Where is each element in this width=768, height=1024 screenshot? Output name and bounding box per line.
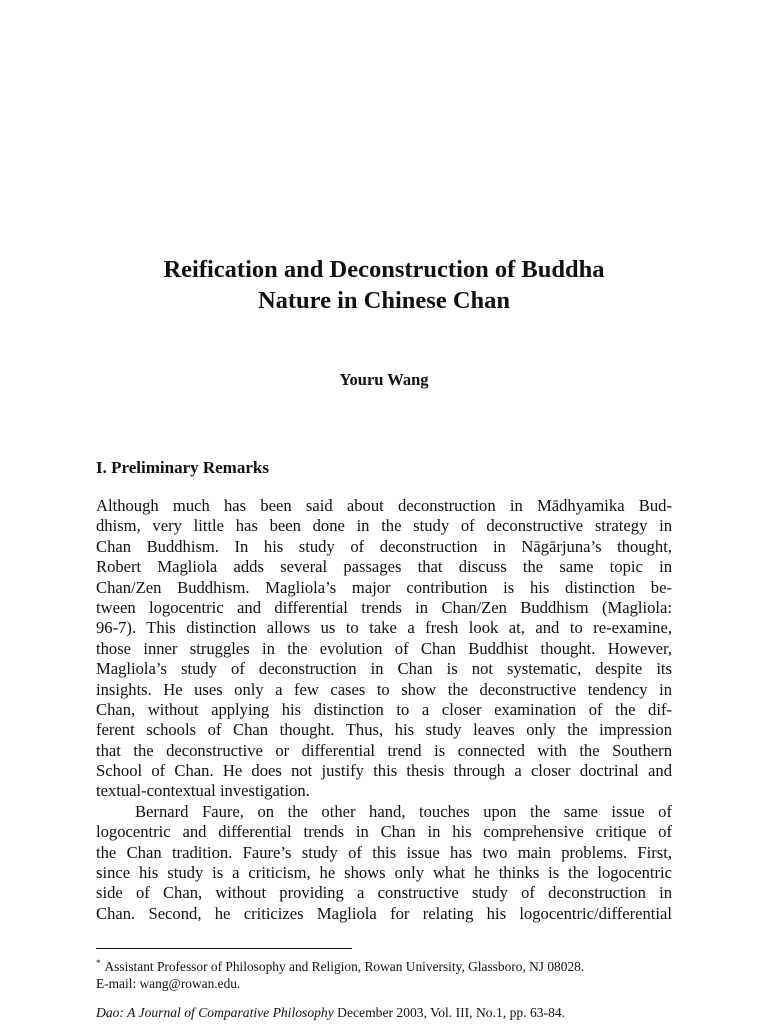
body-line: Chan/Zen Buddhism. Magliola’s major contribution is his distinction be-: [96, 577, 672, 597]
body-line: Chan Buddhism. In his study of deconstruction in Nāgārjuna’s thought,: [96, 536, 672, 556]
body-line: that the deconstructive or differential trend is connected with the Southern: [96, 740, 672, 760]
body-line: Chan, without applying his distinction to a closer examination of the dif-: [96, 699, 672, 719]
body-line: Chan. Second, he criticizes Magliola for relating his logocentric/differential: [96, 903, 672, 923]
article-title-line-2: Nature in Chinese Chan: [257, 287, 511, 314]
body-line: Bernard Faure, on the other hand, touches upon the same issue of: [135, 801, 672, 821]
body-line: ferent schools of Chan thought. Thus, his study leaves only the impression: [96, 720, 672, 740]
section-heading: I. Preliminary Remarks: [96, 458, 269, 477]
body-line: the Chan tradition. Faure’s study of this issue has two main problems. First,: [96, 842, 672, 862]
body-line: Robert Magliola adds several passages that discuss the same topic in: [96, 557, 672, 577]
body-line: side of Chan, without providing a constructive study of deconstruction in: [96, 883, 672, 903]
body-line: 96-7). This distinction allows us to take a fresh look at, and to re-examine,: [96, 618, 672, 638]
journal-name: Dao: A Journal of Comparative Philosophy: [96, 1005, 334, 1020]
footnote-email: E-mail: wang@rowan.edu.: [96, 976, 241, 991]
footnote: [96, 958, 672, 992]
body-line: Magliola’s study of deconstruction in Chan is not systematic, despite its: [96, 659, 672, 679]
body-line: those inner struggles in the evolution of Chan Buddhist thought. However,: [96, 638, 672, 658]
footnote-affiliation: Assistant Professor of Philosophy and Religion, Rowan University, Glassboro, NJ 08028.: [104, 959, 585, 974]
footnote-mark: *: [96, 957, 101, 968]
body-line: dhism, very little has been done in the study of deconstructive strategy in: [96, 516, 672, 536]
body-line: School of Chan. He does not justify this thesis through a closer doctrinal and: [96, 761, 672, 781]
body-line: since his study is a criticism, he shows only what he thinks is the logocentric: [96, 863, 672, 883]
journal-details: December 2003, Vol. III, No.1, pp. 63-84.: [333, 1005, 566, 1020]
body-line: Although much has been said about deconstruction in Mādhyamika Bud-: [96, 496, 672, 515]
body-line: textual-contextual investigation.: [96, 781, 310, 801]
footnote-line: [96, 958, 672, 975]
author-name: Youru Wang: [339, 370, 429, 389]
article-title: [60, 254, 708, 316]
body-line: tween logocentric and differential trends in Chan/Zen Buddhism (Magliola:: [96, 597, 672, 617]
body-line: logocentric and differential trends in Chan in his comprehensive critique of: [96, 822, 672, 842]
body-text: [96, 496, 672, 924]
footnote-divider: [96, 948, 352, 949]
body-line: insights. He uses only a few cases to show the deconstructive tendency in: [96, 679, 672, 699]
journal-citation: [96, 1004, 672, 1021]
article-title-line-1: Reification and Deconstruction of Buddha: [163, 256, 605, 283]
